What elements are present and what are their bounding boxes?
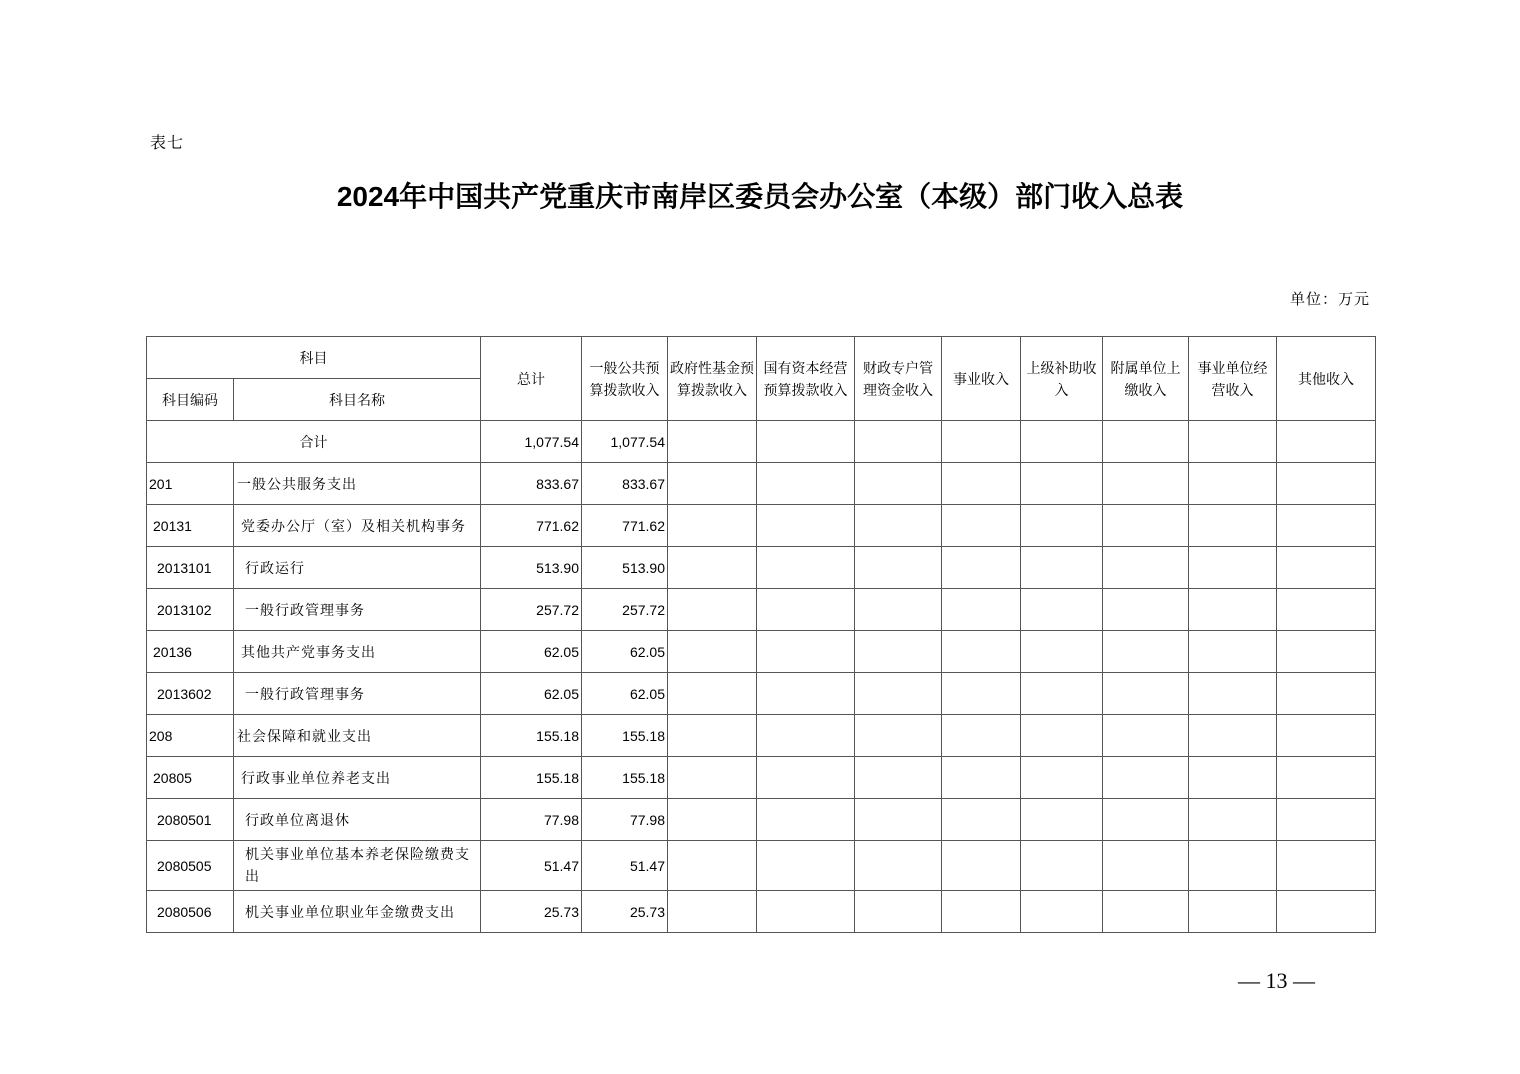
row-general-budget: 155.18 (582, 757, 668, 799)
header-name: 科目名称 (234, 379, 481, 421)
row-total: 51.47 (481, 841, 582, 891)
header-state-capital: 国有资本经营预算拨款收入 (757, 337, 855, 421)
row-total: 155.18 (481, 757, 582, 799)
row-code: 2080506 (147, 891, 234, 933)
header-superior-subsidy: 上级补助收入 (1021, 337, 1103, 421)
row-code: 2013101 (147, 547, 234, 589)
row-name: 行政事业单位养老支出 (234, 757, 481, 799)
row-name: 社会保障和就业支出 (234, 715, 481, 757)
row-general-budget: 25.73 (582, 891, 668, 933)
table-row (147, 463, 1376, 505)
row-total: 155.18 (481, 715, 582, 757)
row-general-budget: 51.47 (582, 841, 668, 891)
row-general-budget: 77.98 (582, 799, 668, 841)
row-general-budget: 257.72 (582, 589, 668, 631)
header-other: 其他收入 (1277, 337, 1376, 421)
row-general-budget: 155.18 (582, 715, 668, 757)
row-code: 208 (147, 715, 234, 757)
row-general-budget: 833.67 (582, 463, 668, 505)
row-name: 行政单位离退休 (234, 799, 481, 841)
row-total: 257.72 (481, 589, 582, 631)
total-general-budget: 1,077.54 (582, 421, 668, 463)
header-code: 科目编码 (147, 379, 234, 421)
header-subject: 科目 (147, 337, 481, 379)
row-name: 一般公共服务支出 (234, 463, 481, 505)
table-row (147, 631, 1376, 673)
row-code: 2013102 (147, 589, 234, 631)
table-row (147, 891, 1376, 933)
total-label: 合计 (147, 421, 481, 463)
header-row-1 (147, 337, 1376, 379)
header-affiliated: 附属单位上缴收入 (1103, 337, 1189, 421)
row-total: 771.62 (481, 505, 582, 547)
page-title: 2024年中国共产党重庆市南岸区委员会办公室（本级）部门收入总表 (336, 181, 1184, 212)
header-fiscal-special: 财政专户管理资金收入 (855, 337, 942, 421)
total-row (147, 421, 1376, 463)
table-row (147, 547, 1376, 589)
row-code: 20131 (147, 505, 234, 547)
header-operating: 事业单位经营收入 (1189, 337, 1277, 421)
unit-label: 单位：万元 (1289, 290, 1370, 308)
row-total: 62.05 (481, 631, 582, 673)
row-code: 20805 (147, 757, 234, 799)
table-row (147, 505, 1376, 547)
row-name: 一般行政管理事务 (234, 673, 481, 715)
row-total: 25.73 (481, 891, 582, 933)
row-name: 行政运行 (234, 547, 481, 589)
table-row (147, 715, 1376, 757)
header-business-income: 事业收入 (942, 337, 1021, 421)
row-name: 一般行政管理事务 (234, 589, 481, 631)
header-gov-fund: 政府性基金预算拨款收入 (668, 337, 757, 421)
row-total: 833.67 (481, 463, 582, 505)
table-row (147, 589, 1376, 631)
table-label: 表七 (150, 133, 185, 152)
row-total: 62.05 (481, 673, 582, 715)
header-total: 总计 (481, 337, 582, 421)
row-general-budget: 513.90 (582, 547, 668, 589)
row-name: 党委办公厅（室）及相关机构事务 (234, 505, 481, 547)
row-code: 2080505 (147, 841, 234, 891)
row-general-budget: 771.62 (582, 505, 668, 547)
total-total: 1,077.54 (481, 421, 582, 463)
row-total: 77.98 (481, 799, 582, 841)
row-general-budget: 62.05 (582, 631, 668, 673)
table-row (147, 757, 1376, 799)
income-table (146, 336, 1376, 933)
row-code: 2080501 (147, 799, 234, 841)
header-general-budget: 一般公共预算拨款收入 (582, 337, 668, 421)
page-number: — 13 — (1238, 968, 1315, 993)
row-code: 2013602 (147, 673, 234, 715)
row-general-budget: 62.05 (582, 673, 668, 715)
row-total: 513.90 (481, 547, 582, 589)
row-name: 机关事业单位职业年金缴费支出 (234, 891, 481, 933)
table-row (147, 841, 1376, 891)
row-name: 机关事业单位基本养老保险缴费支出 (234, 841, 481, 891)
row-code: 20136 (147, 631, 234, 673)
row-name: 其他共产党事务支出 (234, 631, 481, 673)
row-code: 201 (147, 463, 234, 505)
table-row (147, 799, 1376, 841)
table-row (147, 673, 1376, 715)
